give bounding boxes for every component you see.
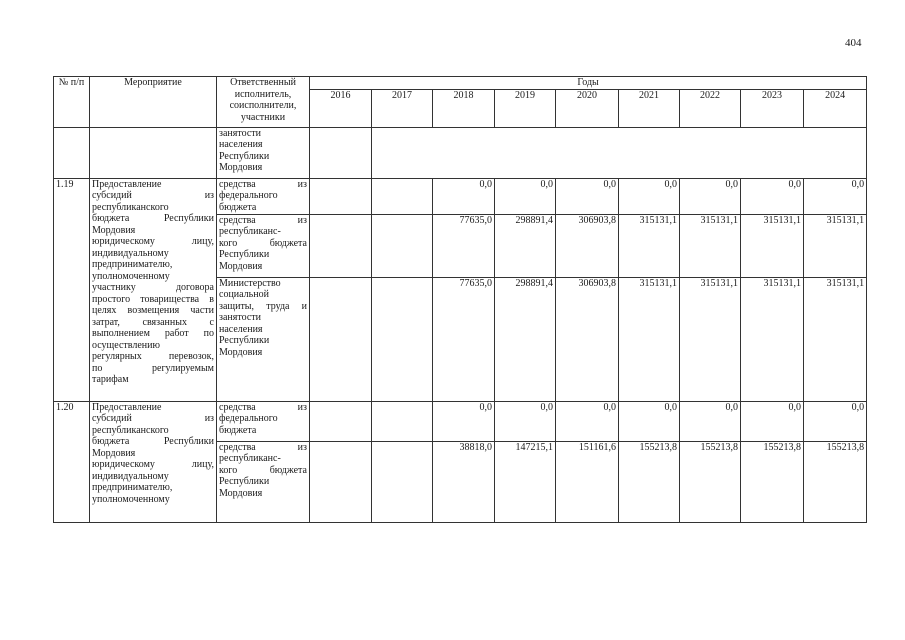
value-cell: 298891,4 [495, 214, 556, 277]
value-cell: 0,0 [804, 401, 867, 441]
header-years: Годы [310, 77, 867, 90]
text-line: средства из [219, 441, 307, 453]
value-cell: 0,0 [495, 401, 556, 441]
text-line: Мордовия [92, 224, 136, 236]
text-line: предпринимателю, [92, 482, 173, 493]
text-line: средства из [219, 178, 307, 190]
header-year: 2017 [372, 89, 433, 127]
text-line: республиканского [92, 424, 169, 436]
value-cell [310, 178, 372, 214]
value-cell [372, 214, 433, 277]
source-cell [217, 441, 310, 522]
value-cell: 0,0 [619, 401, 680, 441]
text-line: регулярных перевозок, [92, 351, 214, 362]
text-line: субсидий из [92, 413, 214, 424]
value-cell: 155213,8 [680, 441, 741, 522]
text-line: уполномоченному [92, 270, 170, 282]
row-number: 1.19 [54, 178, 90, 401]
value-cell: 147215,1 [495, 441, 556, 522]
value-cell [310, 401, 372, 441]
event-cell [90, 127, 217, 178]
text-line: Республики [219, 150, 270, 162]
text-line: Мордовия [219, 487, 263, 499]
source-cell [217, 277, 310, 401]
value-cell: 77635,0 [433, 214, 495, 277]
text-line: юридическому лицу, [92, 236, 214, 247]
value-cell [310, 441, 372, 522]
text-line: средства из [219, 401, 307, 413]
value-cell [372, 401, 433, 441]
value-cell: 315131,1 [680, 214, 741, 277]
event-cell [90, 401, 217, 522]
header-year: 2020 [556, 89, 619, 127]
text-line: кого бюджета [219, 237, 307, 249]
value-cell: 0,0 [619, 178, 680, 214]
text-line: юридическому лицу, [92, 459, 214, 470]
page-number: 404 [845, 37, 862, 49]
value-cell: 315131,1 [619, 277, 680, 401]
text-line: осуществлению [92, 339, 160, 351]
header-year: 2021 [619, 89, 680, 127]
value-cell [372, 178, 433, 214]
text-line: Республики [219, 249, 270, 260]
year-cell-merged [372, 127, 867, 178]
row-number: 1.20 [54, 401, 90, 522]
value-cell: 298891,4 [495, 277, 556, 401]
value-cell: 155213,8 [619, 441, 680, 522]
text-line: федерального [219, 413, 278, 424]
value-cell [372, 441, 433, 522]
text-line: индивидуальному [92, 470, 169, 482]
table-row-continuation [54, 127, 867, 178]
text-line: защиты, труда и [219, 300, 307, 312]
table-row [54, 401, 867, 441]
text-line: кого бюджета [219, 464, 307, 476]
value-cell: 315131,1 [619, 214, 680, 277]
text-line: Предоставление [92, 178, 162, 190]
text-line: бюджета [219, 424, 257, 436]
text-line: Мордовия [92, 447, 136, 459]
source-cell [217, 401, 310, 441]
text-line: Предоставление [92, 401, 162, 413]
text-line: республиканс- [219, 453, 281, 464]
text-line: Мордовия [219, 162, 263, 173]
text-line: предпринимателю, [92, 259, 173, 270]
text-line: бюджета Республики [92, 213, 214, 224]
value-cell: 155213,8 [741, 441, 804, 522]
value-cell: 0,0 [741, 401, 804, 441]
event-cell [90, 178, 217, 401]
value-cell: 0,0 [741, 178, 804, 214]
source-cell [217, 214, 310, 277]
value-cell: 151161,6 [556, 441, 619, 522]
value-cell [372, 277, 433, 401]
header-year: 2022 [680, 89, 741, 127]
value-cell: 315131,1 [680, 277, 741, 401]
text-line: занятости [219, 127, 261, 139]
text-line: бюджета Республики [92, 436, 214, 447]
text-line: федерального [219, 190, 278, 201]
text-line: индивидуальному [92, 247, 169, 259]
value-cell: 306903,8 [556, 277, 619, 401]
value-cell: 0,0 [556, 178, 619, 214]
table-row [54, 178, 867, 214]
header-year: 2024 [804, 89, 867, 127]
text-line: Мордовия [219, 260, 263, 272]
text-line: занятости [219, 312, 261, 323]
header-event: Мероприятие [90, 77, 217, 128]
text-line: по регулируемым [92, 362, 214, 374]
header-year: 2019 [495, 89, 556, 127]
value-cell: 315131,1 [804, 277, 867, 401]
text-line: республиканс- [219, 226, 281, 237]
value-cell: 0,0 [680, 401, 741, 441]
text-line: выполнением работ по [92, 328, 214, 339]
text-line: средства из [219, 214, 307, 226]
value-cell: 0,0 [680, 178, 741, 214]
value-cell: 315131,1 [741, 214, 804, 277]
value-cell: 315131,1 [741, 277, 804, 401]
value-cell: 38818,0 [433, 441, 495, 522]
value-cell: 0,0 [556, 401, 619, 441]
text-line: республиканского [92, 201, 169, 213]
value-cell [310, 277, 372, 401]
value-cell: 306903,8 [556, 214, 619, 277]
text-line: социальной [219, 289, 269, 300]
header-year: 2016 [310, 89, 372, 127]
text-line: тарифам [92, 374, 129, 385]
value-cell: 0,0 [804, 178, 867, 214]
text-line: Мордовия [219, 346, 263, 358]
header-responsible: Ответственный исполнитель, соисполнители, участники [217, 77, 310, 128]
text-line: населения [219, 139, 263, 150]
text-line: простого товарищества в [92, 293, 214, 305]
budget-table [53, 76, 867, 523]
value-cell: 315131,1 [804, 214, 867, 277]
text-line: уполномоченному [92, 493, 170, 505]
source-cell [217, 178, 310, 214]
text-line: бюджета [219, 201, 257, 213]
text-line: Республики [219, 335, 270, 346]
value-cell [310, 214, 372, 277]
header-year: 2023 [741, 89, 804, 127]
header-year: 2018 [433, 89, 495, 127]
text-line: населения [219, 323, 263, 335]
year-cell [310, 127, 372, 178]
header-no: № п/п [54, 77, 90, 128]
text-line: участнику договора [92, 282, 214, 293]
text-line: Министерство [219, 277, 281, 289]
row-number [54, 127, 90, 178]
text-line: Республики [219, 476, 270, 487]
text-line: субсидий из [92, 190, 214, 201]
value-cell: 0,0 [433, 178, 495, 214]
responsible-cell [217, 127, 310, 178]
value-cell: 77635,0 [433, 277, 495, 401]
value-cell: 0,0 [495, 178, 556, 214]
text-line: целях возмещения части [92, 305, 214, 316]
value-cell: 0,0 [433, 401, 495, 441]
value-cell: 155213,8 [804, 441, 867, 522]
text-line: затрат, связанных с [92, 316, 214, 328]
